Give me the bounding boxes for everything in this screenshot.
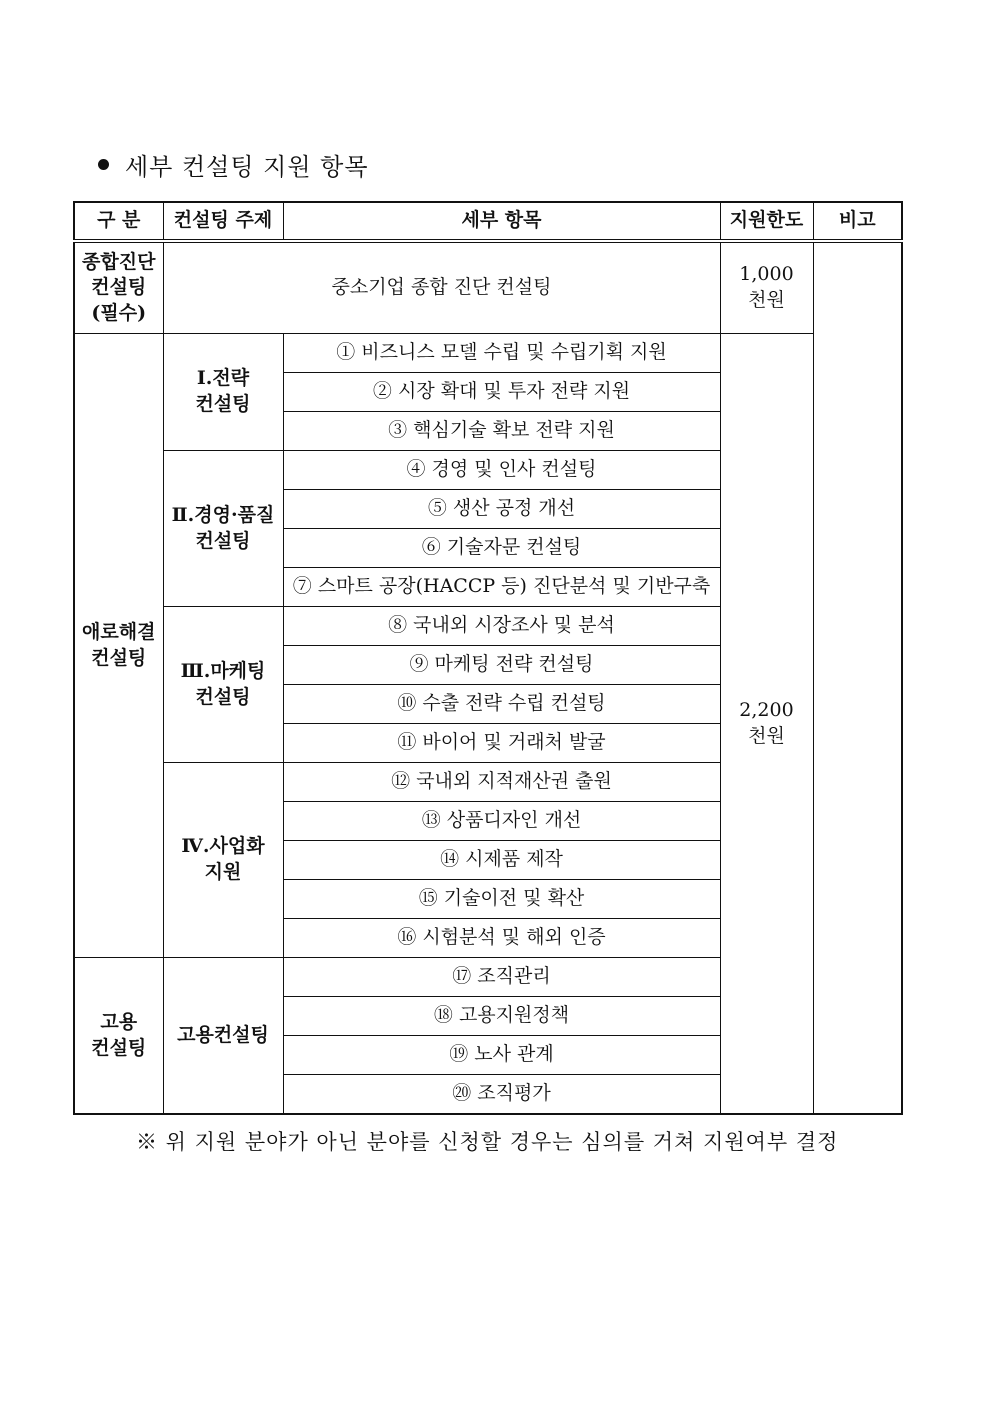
cell-line: 2,200 xyxy=(739,698,794,721)
table-row xyxy=(74,334,902,373)
cell-line: Ⅳ.사업화 xyxy=(181,835,265,858)
cell-line: Ⅲ.마케팅 xyxy=(180,659,266,682)
cell-line: 지원 xyxy=(204,861,242,883)
section-heading-text: 세부 컨설팅 지원 항목 xyxy=(125,153,369,181)
cell-line: Ⅱ.경영·품질 xyxy=(171,503,275,526)
header-remarks: 비고 xyxy=(813,202,902,241)
cell-line: 애로해결 xyxy=(82,620,156,643)
detail-item: ⑱ 고용지원정책 xyxy=(283,997,720,1036)
detail-item: ⑳ 조직평가 xyxy=(283,1075,720,1115)
header-category: 구 분 xyxy=(74,202,163,241)
detail-item: ① 비즈니스 모델 수립 및 수립기획 지원 xyxy=(283,334,720,373)
cell-line: 컨설팅 xyxy=(91,646,147,669)
topic-cell xyxy=(163,451,283,607)
cell-line: 컨설팅 xyxy=(195,685,251,708)
detail-item: ⑭ 시제품 제작 xyxy=(283,841,720,880)
detail-item: ⑥ 기술자문 컨설팅 xyxy=(283,529,720,568)
cell-line: 천원 xyxy=(748,724,785,747)
limit-diagnosis xyxy=(720,241,813,334)
detail-item: ④ 경영 및 인사 컨설팅 xyxy=(283,451,720,490)
topic-cell xyxy=(163,334,283,451)
category-problem-solving xyxy=(74,334,163,958)
detail-item: ⑧ 국내외 시장조사 및 분석 xyxy=(283,607,720,646)
cell-line: 컨설팅 xyxy=(195,529,251,552)
remarks-cell xyxy=(813,241,902,1114)
detail-item: ⑫ 국내외 지적재산권 출원 xyxy=(283,763,720,802)
topic-employment: 고용컨설팅 xyxy=(163,958,283,1115)
cell-line: 천원 xyxy=(748,289,785,311)
detail-item: ② 시장 확대 및 투자 전략 지원 xyxy=(283,373,720,412)
table-row xyxy=(74,241,902,334)
cell-line: 컨설팅 xyxy=(91,1036,147,1059)
header-detail: 세부 항목 xyxy=(283,202,720,241)
detail-item: ⑬ 상품디자인 개선 xyxy=(283,802,720,841)
cell-line: Ⅰ.전략 xyxy=(196,367,250,390)
detail-item: ③ 핵심기술 확보 전략 지원 xyxy=(283,412,720,451)
detail-item: ⑤ 생산 공정 개선 xyxy=(283,490,720,529)
cell-line: 1,000 xyxy=(739,263,794,286)
category-employment xyxy=(74,958,163,1115)
cell-line: (필수) xyxy=(91,301,147,324)
consulting-items-table xyxy=(73,201,903,1115)
table-header-row xyxy=(74,202,902,241)
detail-item: ⑦ 스마트 공장(HACCP 등) 진단분석 및 기반구축 xyxy=(283,568,720,607)
cell-line: 컨설팅 xyxy=(195,393,251,415)
detail-item: ⑮ 기술이전 및 확산 xyxy=(283,880,720,919)
cell-line: 컨설팅 xyxy=(91,276,147,299)
header-topic: 컨설팅 주제 xyxy=(163,202,283,241)
section-heading xyxy=(98,147,369,182)
detail-item: ⑰ 조직관리 xyxy=(283,958,720,997)
cell-line: 고용 xyxy=(100,1010,138,1033)
detail-item: ⑲ 노사 관계 xyxy=(283,1036,720,1075)
bullet-icon xyxy=(98,159,109,170)
detail-item: ⑪ 바이어 및 거래처 발굴 xyxy=(283,724,720,763)
category-diagnosis xyxy=(74,241,163,334)
detail-item: ⑯ 시험분석 및 해외 인증 xyxy=(283,919,720,958)
topic-cell xyxy=(163,763,283,958)
detail-item: ⑩ 수출 전략 수립 컨설팅 xyxy=(283,685,720,724)
header-limit: 지원한도 xyxy=(720,202,813,241)
cell-line: 종합진단 xyxy=(82,250,156,273)
footnote: ※ 위 지원 분야가 아닌 분야를 신청할 경우는 심의를 거쳐 지원여부 결정 xyxy=(136,1130,839,1154)
limit-problem-solving xyxy=(720,334,813,1115)
detail-diagnosis: 중소기업 종합 진단 컨설팅 xyxy=(163,241,720,334)
topic-cell xyxy=(163,607,283,763)
detail-item: ⑨ 마케팅 전략 컨설팅 xyxy=(283,646,720,685)
